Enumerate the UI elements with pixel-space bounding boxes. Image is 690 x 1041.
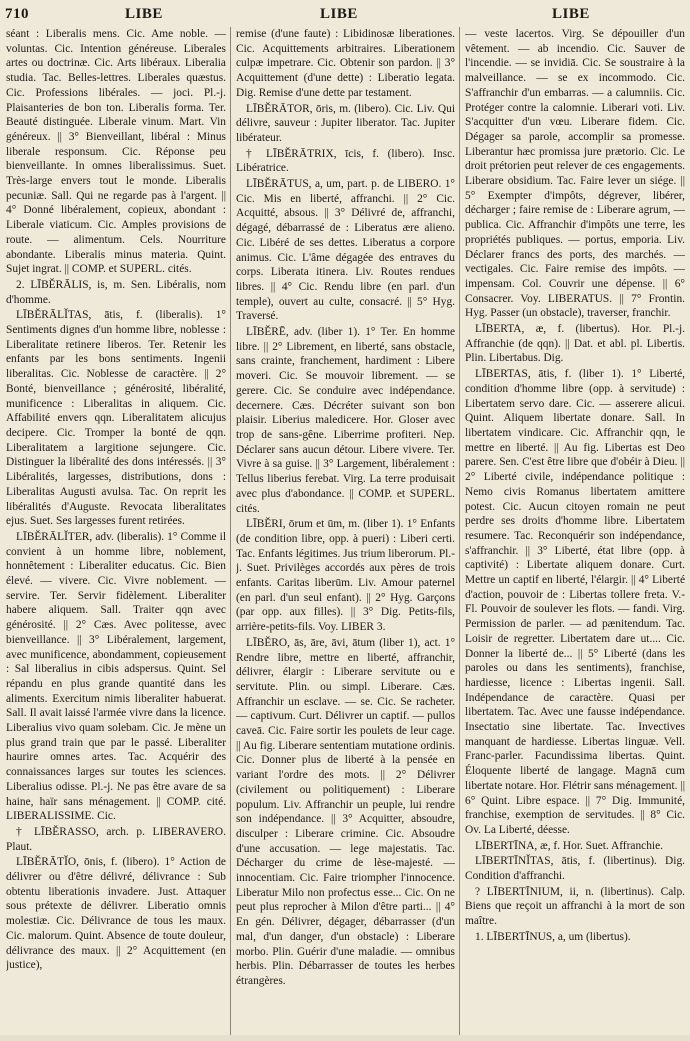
right-column-head: LIBE <box>552 6 590 22</box>
column-middle <box>236 27 455 1035</box>
dictionary-entry: remise (d'une faute) : Libidinosæ liberationes. Cic. Acquittements arbitraires. Liberationem culpæ impetrare. Cic. Obtenir son pardon. || 3° Acquittement (d'une dette) : Liberatio legata. Dig. Remise d'une dette par testament. <box>236 28 455 99</box>
left-column-head: LIBE <box>125 6 163 22</box>
dictionary-entry: LĪBĔRĒ, adv. (liber 1). 1° Ter. En homme libre. || 2° Librement, en liberté, sans obstacle, sans crainte, franchement, hardiment : Libere moveri. Cic. Se mouvoir librement. — se gerere. Cic. Se conduire avec indépendance. decernere. Cæs. Décréter suivant son bon plaisir. Liberius maledicere. Hor. Gloser avec trop de sans-gêne. Liberrime profiteri. Nep. Déclarer sans aucun détour. Libere vivere. Ter. Vivre à sa guise. || 3° Largement, libéralement : Tellus liberius ferebat. Virg. La terre produisait avec plus d'abondance. || COMP. et SUPERL. cités. <box>236 326 455 515</box>
dictionary-entry: LĪBERTA, æ, f. (libertus). Hor. Pl.-j. Affranchie (de qqn). || Dat. et abl. pl. Libertis. Plin. Libertabus. Dig. <box>465 323 685 365</box>
page-bottom-edge <box>0 1035 690 1041</box>
dictionary-entry: LĪBĔRĀLĬTAS, ātis, f. (liberalis). 1° Sentiments dignes d'un homme libre, noblesse : Liberalitate retinere liberos. Ter. Retenir les enfants par les bons sentiments. Ingenii liberalitas. Cic. Noblesse de caractère. || 2° Bonté, bienveillance ; générosité, libéralité, munificence : Liberalitas in aliquem. Cic. Affabilité envers qqn. Liberalitatem alicujus decipere. Cic. Tromper la bonté de qqn. Liberalitatem a largitione sejungere. Cic. Distinguer la libéralité des dons intéressés. || 3° Libéralités, largesses, distributions, dons : Liberalitas Augusti avulsa. Tac. On reprit les libéralités d'Auguste. Revocata liberalitates ejus. Suet. Ses largesses furent retirées. <box>6 309 226 528</box>
dictionary-entry: † LĪBĔRĀTRIX, īcis, f. (libero). Insc. Libératrice. <box>236 147 455 175</box>
dictionary-entry: 1. LĪBERTĪNUS, a, um (libertus). <box>475 930 631 943</box>
center-column-head: LIBE <box>320 6 358 22</box>
dictionary-entry: ? LĪBERTĪNIUM, ii, n. (libertinus). Calp. Biens que reçoit un affranchi à la mort de son maître. <box>465 885 685 928</box>
dictionary-entry: LĪBERTĪNĬTAS, ātis, f. (libertinus). Dig. Condition d'affranchi. <box>465 855 685 883</box>
dictionary-entry: LĪBĔRĀTĬO, ōnis, f. (libero). 1° Action de délivrer ou d'être délivré, délivrance : Sub obtentu liberationis invadere. Just. Attaquer sous prétexte de délivrer. Liberatio omnis molestiæ. Cic. Délivrance de tous les maux. Cic. malorum. Quint. Absence de toute douleur, délivrance des maux. || 2° Acquittement (en justice), <box>6 856 226 972</box>
column-left <box>6 27 226 1035</box>
dictionary-entry: LĪBĔRO, ās, āre, āvi, ātum (liber 1), act. 1° Rendre libre, mettre en liberté, affranchir, délivrer, élargir : Liberare servitute ou e servitute. Plin. ou simpl. Liberare. Cæs. Affranchir un esclave. — se. Cic. Se racheter. — captivum. Curt. Délivrer un captif. — pullos caveā. Cic. Faire sortir les poulets de leur cage. || Au fig. Liberare sententiam mutatione ordinis. Cic. Donner plus de liberté à la pensée en variant l'ordre des mots. || 2° Délivrer (civilement ou politiquement) : Liberare populum. Liv. Affranchir un peuple, lui rendre son indépendance. || 3° Acquitter, absoudre, disculper : Liberare crimine. Cic. Absoudre d'une accusation. — lege majestatis. Tac. Décharger du crime de lèse-majesté. — innocentiam. Cic. Faire triompher l'innocence. Liberatur Milo non profectus esse... Cic. On ne peut plus reprocher à Milon d'être parti... || 4° En gén. Délivrer, dégager, débarrasser (d'un mal, d'un danger, d'un obstacle) : Liberare morbo. Plin. Guérir d'une maladie. — omnibus herbis. Plin. Débarrasser de toutes les herbes étrangères. <box>236 636 455 987</box>
column-divider <box>230 27 231 1035</box>
dictionary-entry: † LĪBĔRASSO, arch. p. LIBERAVERO. Plaut. <box>6 825 226 853</box>
dictionary-entry: LĪBĔRI, ōrum et ūm, m. (liber 1). 1° Enfants (de condition libre, opp. à pueri) : Liberi certi. Tac. Enfants légitimes. Jus trium liberorum. Pl.-j. Suet. Privilèges accordés aux pères de trois enfants. Caritas liberūm. Liv. Amour paternel (en parl. d'un seul enfant). || 2° Hyg. Garçons (par opp. aux filles). || 3° Dig. Petits-fils, arrière-petits-fils. Voy. LIBER 3. <box>236 518 455 634</box>
dictionary-entry: — veste lacertos. Virg. Se dépouiller d'un vêtement. — ab incendio. Cic. Sauver de l'incendie. — se invidiā. Cic. Se soustraire à la malveillance. — se ex incommodo. Cic. S'affranchir d'un embarras. — a calumniis. Cic. Protéger contre la calomnie. Liberari voti. Liv. S'acquitter d'un vœu. Liberare fidem. Cic. Dégager sa parole, accomplir sa promesse. Liberantur hæc promissa jure prætorio. Cic. Le droit prétorien peut relever de ces engagements. Liberare obsidium. Tac. Faire lever un siége. || 5° Exempter d'impôts, dégrever, libérer, décharger ; faire remise de : Liberare agrum, — publica. Cic. Affranchir d'impôts une terre, les propriétés publiques. — portus, emporia. Liv. Déclarer francs des ports, des marchés. — vectigales. Cic. Faire remise des impôts. — impensam. Col. Couvrir une dépense. || 6° Consacrer. Voy. LIBERATUS. || 7° Frontin. Hyg. Passer (un obstacle), traverser, franchir. <box>465 28 685 320</box>
page-number: 710 <box>5 6 29 22</box>
column-divider <box>459 27 460 1035</box>
dictionary-entry: 2. LĪBĔRĀLIS, is, m. Sen. Libéralis, nom d'homme. <box>6 278 226 306</box>
dictionary-entry: LĪBĔRĀLĬTER, adv. (liberalis). 1° Comme il convient à un homme libre, noblement, honnêtement : Liberaliter educatus. Cic. Bien élevé. — vivere. Cic. Vivre noblement. — servire. Ter. Servir fidèlement. Liberaliter habere aliquem. Sall. Traiter qqn avec générosité. || 2° Cæs. Avec politesse, avec bienveillance. || 3° Libéralement, largement, avec munificence, abondamment, copieusement : Sal liberalius in cibis adspersus. Quint. Sel répandu en plus grande quantité dans les aliments. Exercitum nimis liberaliter habuerat. Sall. Il avait laissé l'armée vivre dans la licence. Liberalius vivo quam solebam. Cic. Je mène un plus grand train que par le passé. Liberaliter haurire omnes artes. Tac. Acquérir des connaissances larges sur toutes les sciences. Liberalius odisse. Pl.-j. Ne pas être avare de sa haine, haïr sans ménagement. || COMP. cité. LIBERALISSIME. Cic. <box>6 530 226 823</box>
dictionary-entry: séant : Liberalis mens. Cic. Ame noble. — voluntas. Cic. Intention généreuse. Liberales artes ou doctrinæ. Cic. Arts libéraux. Liberalia studia. Tac. Belles-lettres. Liberales quæstus. Cic. Professions libérales. — joci. Pl.-j. Plaisanteries de bon ton. Liberalis forma. Ter. Beauté distinguée. Liberale vinum. Mart. Vin généreux. || 3° Bienveillant, libéral : Minus liberale responsum. Cic. Réponse peu bienveillante. In omnes liberalissimus. Suet. Très-large envers tout le monde. Liberalis pecuniæ. Sall. Qui ne regarde pas à l'argent. || 4° Donné libéralement, copieux, abondant : Liberale viaticum. Cic. Amples provisions de route. — alimentum. Cels. Nourriture abondante. Liberalis minus materia. Quint. Sujet ingrat. || COMP. et SUPERL. cités. <box>6 28 226 276</box>
dictionary-entry: LĪBERTĪNA, æ, f. Hor. Suet. Affranchie. <box>475 839 663 852</box>
column-right <box>465 27 685 1035</box>
running-header <box>0 4 690 26</box>
dictionary-entry: LĪBĔRĀTUS, a, um, part. p. de LIBERO. 1° Cic. Mis en liberté, affranchi. || 2° Cic. Acquitté, absous. || 3° Délivré de, affranchi, dégagé, débarrassé de : Liberatus ære alieno. Cic. Libéré de ses dettes. Liberatus a corpore animus. Cic. L'âme dégagée des entraves du corps. Liberata itinera. Liv. Routes rendues libres. || 4° Cic. Rendu libre (en parl. d'un temple), ouvert au culte, consacré. || 5° Hyg. Traversé. <box>236 178 455 323</box>
dictionary-entry: LĪBĔRĀTOR, ōris, m. (libero). Cic. Liv. Qui délivre, sauveur : Jupiter liberator. Tac. Jupiter libérateur. <box>236 102 455 144</box>
dictionary-entry: LĪBERTAS, ātis, f. (liber 1). 1° Liberté, condition d'homme libre (opp. à servitude) : Libertatem servo dare. Cic. — asserere alicui. Quint. Aliquem libertate donare. Sall. In libertatem vindicare. Cic. Affranchir qqn, le mettre en liberté. || Au fig. Libertas est Deo parere. Sen. C'est être libre que d'obéir à Dieu. || 2° Liberté civile, indépendance politique : Nemo civis Romanus libertatem amittere potest. Cic. Aucun citoyen romain ne peut perdre ses droits d'homme libre. Libertatem resumere. Tac. Reconquérir son indépendance, s'affranchir. || 3° Liberté, état libre (opp. à captivité) : Libertate aliquem donare. Curt. Mettre un captif en liberté, l'élargir. || 4° Liberté d'action, pouvoir de : Libertas tollere freta. V.-Fl. Pouvoir de soulever les flots. — fandi. Virg. Permission de parler. — ad pænitendum. Tac. Loisir de regretter. Libertatem dare ut.... Cic. Donner la liberté de... || 5° Liberté (dans les paroles ou dans les sentiments), franchise, hardiesse, licence : Libertas ingenii. Sall. Indépendance de caractère. Quasi per libertatem. Tac. Avec une fausse indépendance. Insectatio sine libertate. Tac. Invectives manquant de hardiesse. Libertas linguæ. Vell. Franc-parler. Facundissima libertas. Quint. Éloquente liberté de langage. Magnā cum libertate notare. Hor. Flétrir sans ménagement. || 6° Quint. Libre espace. || 7° Dig. Immunité, franchise, exemption de servitudes. || 8° Cic. Ov. La Liberté, déesse. <box>465 368 685 836</box>
